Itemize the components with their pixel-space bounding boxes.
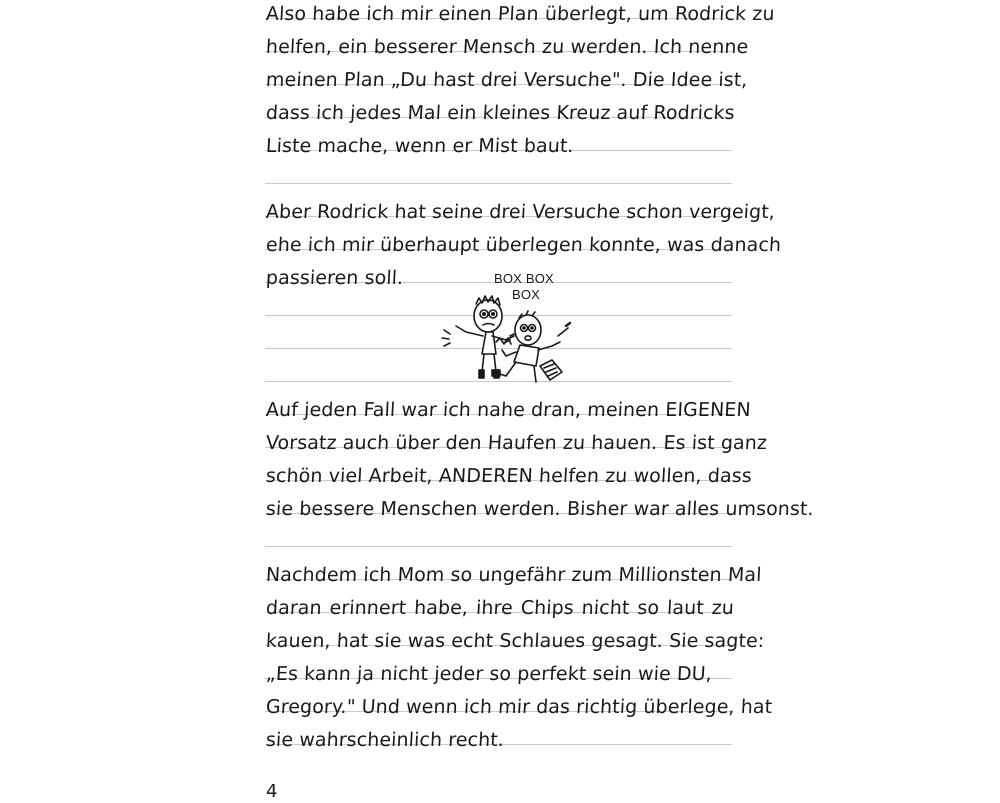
text-line: meinen Plan „Du hast drei Versuche". Die Idee ist, (265, 69, 749, 91)
page-number: 4 (266, 781, 278, 802)
text-line: Aber Rodrick hat seine drei Versuche schon vergeigt, (265, 201, 776, 223)
text-line: „Es kann ja nicht jeder so perfekt sein wie DU, (265, 663, 713, 685)
ruled-line (265, 546, 732, 547)
text-line: Nachdem ich Mom so ungefähr zum Millionsten Mal (265, 564, 763, 586)
text-line: daran erinnert habe, ihre Chips nicht so laut zu (265, 597, 735, 619)
text-line: schön viel Arbeit, ANDEREN helfen zu wollen, dass (265, 465, 753, 487)
text-line: sie wahrscheinlich recht. (265, 729, 505, 751)
text-line: helfen, ein besserer Mensch zu werden. Ich nenne (265, 36, 749, 58)
text-line: Auf jeden Fall war ich nahe dran, meinen EIGENEN (265, 399, 752, 421)
text-line: dass ich jedes Mal ein kleines Kreuz auf Rodricks (265, 102, 736, 124)
text-line: Also habe ich mir einen Plan überlegt, um Rodrick zu (265, 3, 776, 25)
text-line: Vorsatz auch über den Haufen zu hauen. Es ist ganz (265, 432, 768, 454)
text-line: Liste mache, wenn er Mist baut. (265, 135, 575, 157)
rodrick-punching-greg-drawing (436, 287, 576, 390)
text-line: Gregory." Und wenn ich mir das richtig überlege, hat (265, 696, 773, 718)
ruled-line (265, 183, 732, 184)
sound-effect-text: BOX (512, 287, 541, 302)
text-line: kauen, hat sie was echt Schlaues gesagt. Sie sagte: (265, 630, 765, 652)
text-line: sie bessere Menschen werden. Bisher war alles umsonst. (265, 498, 815, 520)
sound-effect-text: BOX BOX (494, 271, 554, 286)
text-line: ehe ich mir überhaupt überlegen konnte, was danach (265, 234, 782, 256)
text-line: passieren soll. (265, 267, 404, 289)
